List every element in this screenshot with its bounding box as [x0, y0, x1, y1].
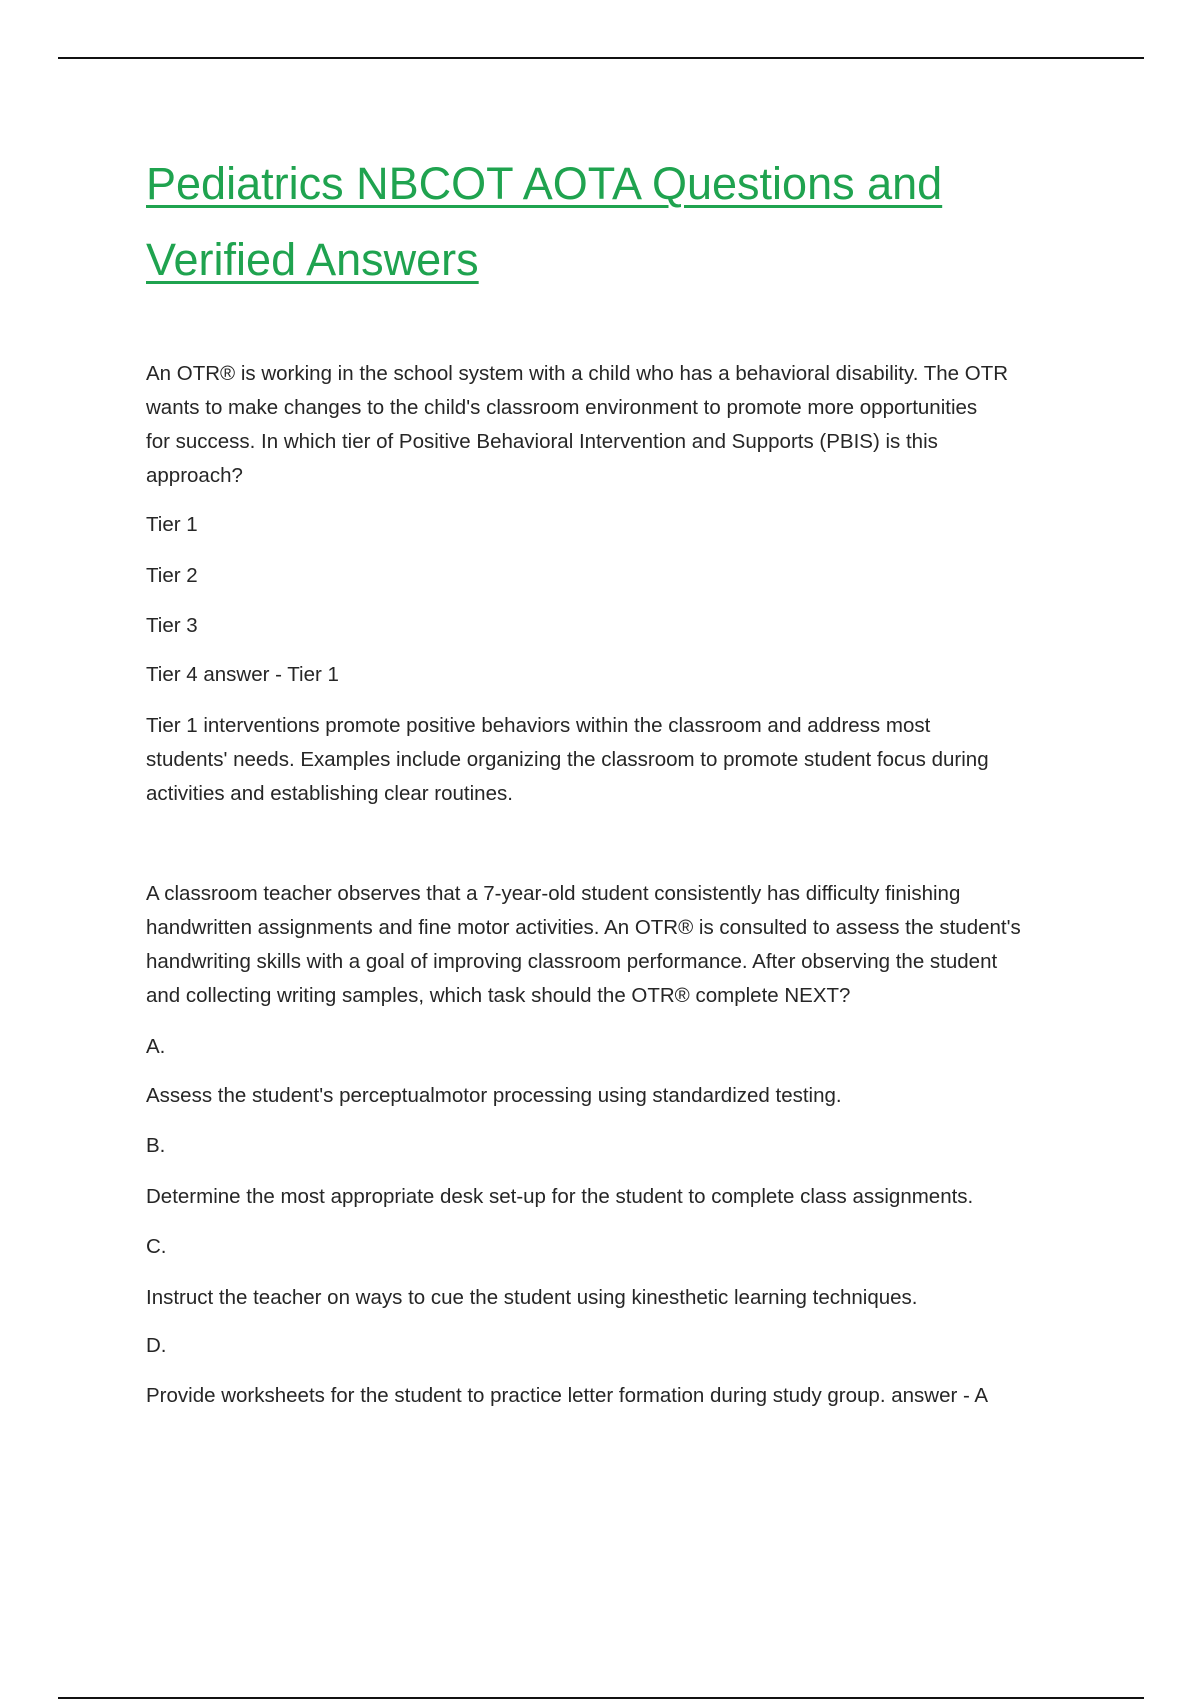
text-line: A classroom teacher observes that a 7-year-old student consistently has difficulty finishing	[146, 882, 961, 905]
option-text-d-answer: Provide worksheets for the student to practice letter formation during study group. answer - A	[146, 1384, 989, 1407]
question-2-text	[146, 877, 1021, 1013]
text-line: Tier 1 interventions promote positive behaviors within the classroom and address most	[146, 714, 931, 737]
option-letter-c: C.	[146, 1235, 167, 1258]
option-text-b: Determine the most appropriate desk set-up for the student to complete class assignments.	[146, 1185, 974, 1208]
document-title	[146, 146, 942, 298]
text-line: approach?	[146, 464, 243, 487]
option-letter-d: D.	[146, 1334, 167, 1357]
option-text-c: Instruct the teacher on ways to cue the student using kinesthetic learning techniques.	[146, 1286, 918, 1309]
question-1-text	[146, 357, 1008, 493]
text-line: and collecting writing samples, which task should the OTR® complete NEXT?	[146, 984, 851, 1007]
top-rule	[58, 57, 1144, 59]
text-line: wants to make changes to the child's classroom environment to promote more opportunities	[146, 396, 978, 419]
question-1-explanation	[146, 709, 989, 811]
option-letter-a: A.	[146, 1035, 166, 1058]
question-1-option: Tier 1	[146, 513, 198, 536]
text-line: handwriting skills with a goal of improving classroom performance. After observing the student	[146, 950, 998, 973]
question-1-option: Tier 2	[146, 564, 198, 587]
title-line-1: Pediatrics NBCOT AOTA Questions and	[146, 158, 943, 209]
text-line: handwritten assignments and fine motor activities. An OTR® is consulted to assess the student's	[146, 916, 1021, 939]
option-letter-b: B.	[146, 1134, 166, 1157]
title-line-2: Verified Answers	[146, 234, 479, 285]
question-1-option-answer: Tier 4 answer - Tier 1	[146, 663, 339, 686]
text-line: activities and establishing clear routines.	[146, 782, 513, 805]
question-1-option: Tier 3	[146, 614, 198, 637]
bottom-rule	[58, 1697, 1144, 1699]
text-line: for success. In which tier of Positive Behavioral Intervention and Supports (PBIS) is this	[146, 430, 938, 453]
option-text-a: Assess the student's perceptualmotor processing using standardized testing.	[146, 1084, 842, 1107]
text-line: An OTR® is working in the school system with a child who has a behavioral disability. The OTR	[146, 362, 1009, 385]
text-line: students' needs. Examples include organizing the classroom to promote student focus during	[146, 748, 989, 771]
